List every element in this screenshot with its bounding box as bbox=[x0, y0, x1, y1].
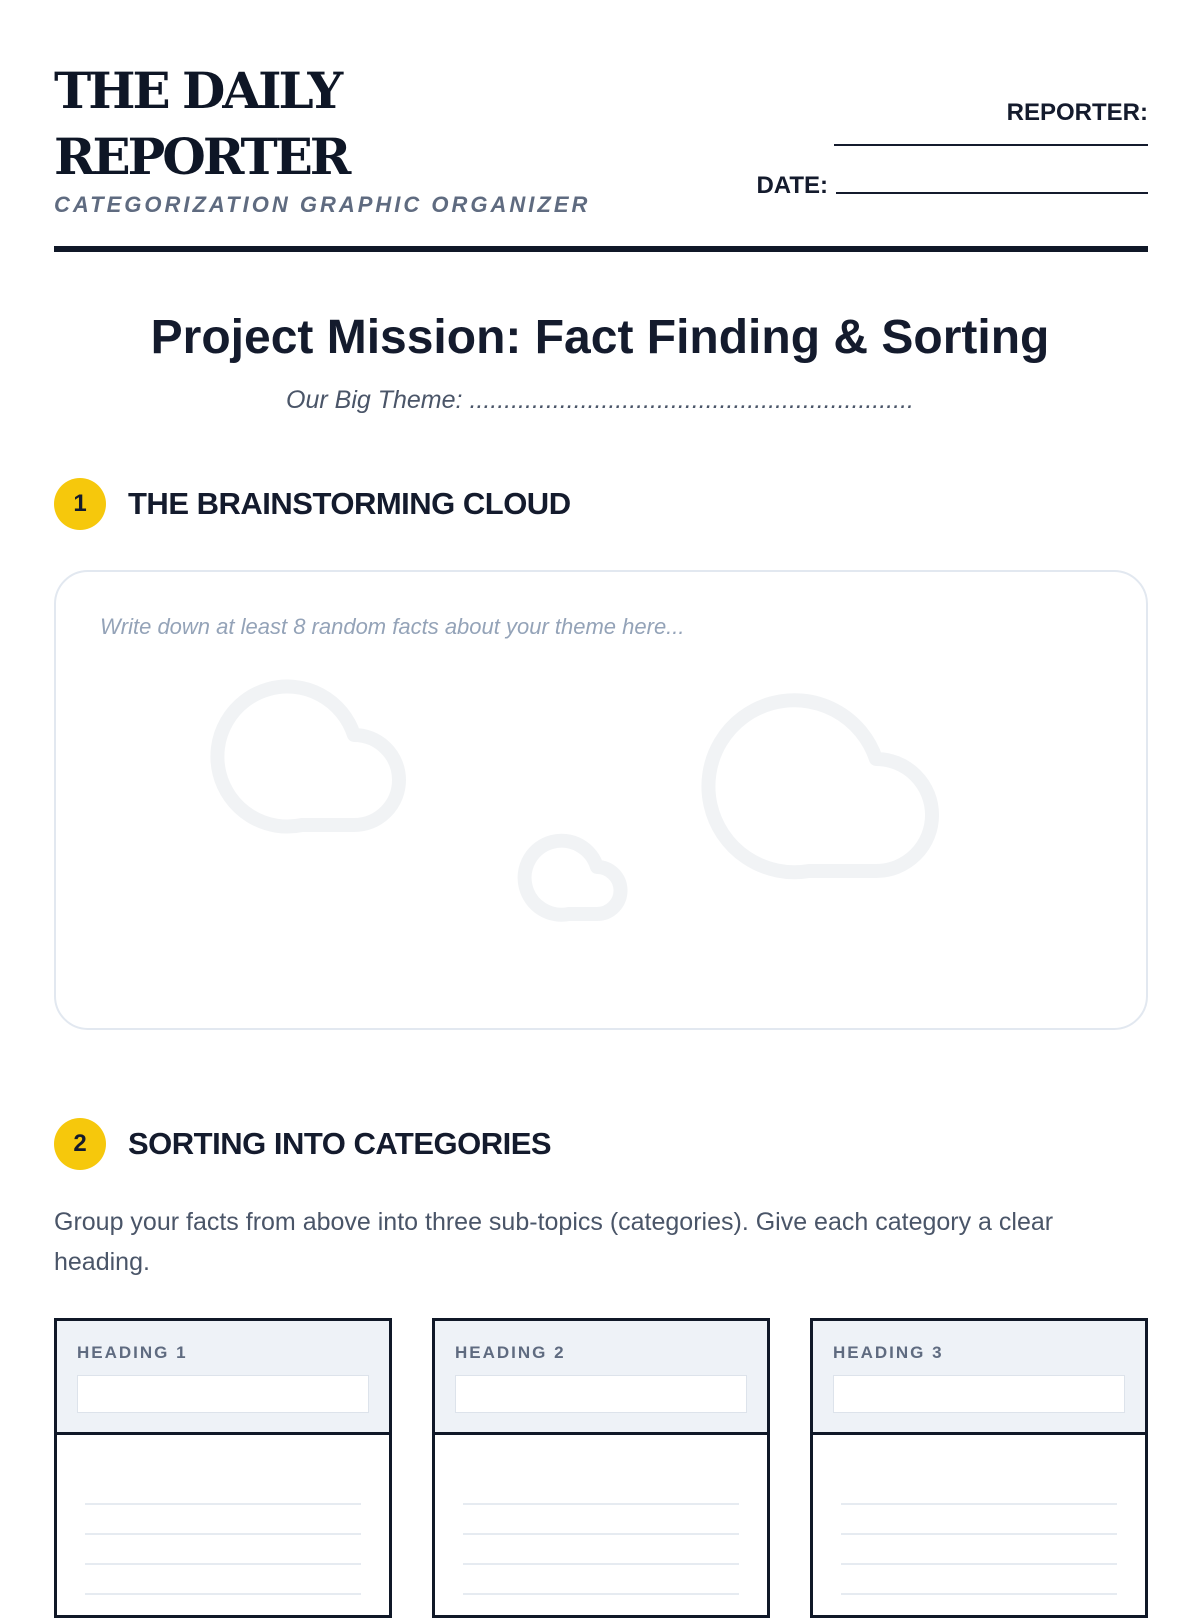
category-writing-lines[interactable] bbox=[57, 1503, 389, 1595]
date-row bbox=[728, 172, 1148, 200]
section-2-badge: 2 bbox=[54, 1118, 106, 1170]
category-heading-input[interactable] bbox=[833, 1375, 1125, 1413]
mission-title: Project Mission: Fact Finding & Sorting bbox=[150, 311, 1050, 364]
category-writing-lines[interactable] bbox=[813, 1503, 1145, 1595]
brand-title bbox=[54, 58, 590, 190]
organizer-subtitle: CATEGORIZATION GRAPHIC ORGANIZER bbox=[54, 192, 591, 217]
section-1-badge: 1 bbox=[54, 478, 106, 530]
theme-field[interactable]: ................................................................ bbox=[469, 386, 914, 414]
cloud-icon bbox=[525, 841, 621, 915]
category-card-3 bbox=[810, 1318, 1148, 1618]
date-label: DATE: bbox=[756, 172, 828, 199]
category-label: HEADING 2 bbox=[455, 1343, 566, 1362]
category-card-2 bbox=[432, 1318, 770, 1618]
category-card-1 bbox=[54, 1318, 392, 1618]
masthead bbox=[54, 58, 590, 218]
reporter-label: REPORTER: bbox=[1006, 99, 1148, 126]
category-heading-input[interactable] bbox=[77, 1375, 369, 1413]
section-1-title: THE BRAINSTORMING CLOUD bbox=[128, 486, 571, 521]
cloud-icon bbox=[708, 700, 932, 872]
cloud-decorations bbox=[56, 572, 1150, 1032]
brainstorm-cloud-area[interactable] bbox=[54, 570, 1148, 1030]
brand-line-2: REPORTER bbox=[54, 127, 349, 186]
theme-line bbox=[0, 386, 1200, 415]
category-header bbox=[57, 1321, 389, 1435]
section-2-title: SORTING INTO CATEGORIES bbox=[128, 1126, 552, 1161]
section-2-header bbox=[54, 1118, 551, 1170]
reporter-info bbox=[728, 96, 1148, 200]
category-header bbox=[813, 1321, 1145, 1435]
cloud-icon bbox=[217, 687, 399, 827]
brainstorm-hint: Write down at least 8 random facts about your theme here... bbox=[100, 614, 685, 639]
theme-label: Our Big Theme: bbox=[286, 386, 463, 414]
category-label: HEADING 3 bbox=[833, 1343, 944, 1362]
reporter-field[interactable] bbox=[834, 144, 1148, 146]
category-header bbox=[435, 1321, 767, 1435]
header-divider bbox=[54, 246, 1148, 252]
date-field[interactable] bbox=[836, 192, 1148, 194]
brand-line-1: THE DAILY bbox=[54, 61, 341, 120]
sorting-instructions: Group your facts from above into three sub-topics (categories). Give each category a clear heading. bbox=[54, 1208, 1054, 1276]
category-label: HEADING 1 bbox=[77, 1343, 188, 1362]
category-heading-input[interactable] bbox=[455, 1375, 747, 1413]
section-1-header bbox=[54, 478, 571, 530]
category-writing-lines[interactable] bbox=[435, 1503, 767, 1595]
